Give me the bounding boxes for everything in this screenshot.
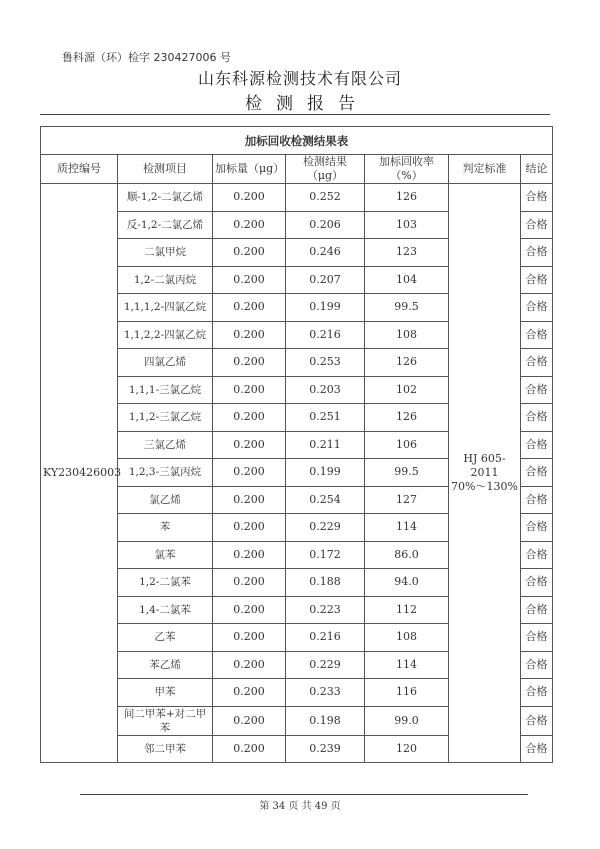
recovery-rate: 99.0 — [365, 706, 449, 735]
col-header-standard: 判定标准 — [449, 155, 521, 184]
recovery-rate: 99.5 — [365, 459, 449, 487]
detected-result: 0.199 — [286, 294, 365, 322]
col-header-recovery: 加标回收率（%） — [365, 155, 449, 184]
criteria-range: 70%～130% — [451, 480, 518, 493]
added-amount: 0.200 — [213, 404, 286, 432]
item-name: 乙苯 — [118, 624, 213, 652]
detected-result: 0.207 — [286, 266, 365, 294]
added-amount: 0.200 — [213, 211, 286, 239]
footer-divider — [80, 794, 528, 795]
detected-result: 0.198 — [286, 706, 365, 735]
detected-result: 0.216 — [286, 321, 365, 349]
added-amount: 0.200 — [213, 459, 286, 487]
recovery-rate: 120 — [365, 735, 449, 763]
conclusion: 合格 — [521, 486, 553, 514]
criteria-cell — [449, 184, 521, 763]
conclusion: 合格 — [521, 404, 553, 432]
item-name: 氯乙烯 — [118, 486, 213, 514]
recovery-rate: 108 — [365, 624, 449, 652]
conclusion: 合格 — [521, 294, 553, 322]
col-header-conclusion: 结论 — [521, 155, 553, 184]
recovery-rate: 126 — [365, 184, 449, 212]
detected-result: 0.239 — [286, 735, 365, 763]
recovery-rate: 94.0 — [365, 569, 449, 597]
conclusion: 合格 — [521, 266, 553, 294]
item-name: 1,2-二氯丙烷 — [118, 266, 213, 294]
item-name: 邻二甲苯 — [118, 735, 213, 763]
page-number: 第 34 页 共 49 页 — [259, 801, 341, 812]
conclusion: 合格 — [521, 349, 553, 377]
conclusion: 合格 — [521, 706, 553, 735]
conclusion: 合格 — [521, 514, 553, 542]
table-title: 加标回收检测结果表 — [41, 127, 553, 155]
item-name: 1,1,1,2-四氯乙烷 — [118, 294, 213, 322]
criteria-method: HJ 605-2011 — [463, 452, 506, 479]
conclusion: 合格 — [521, 184, 553, 212]
item-name: 反-1,2-二氯乙烯 — [118, 211, 213, 239]
item-name: 顺-1,2-二氯乙烯 — [118, 184, 213, 212]
detected-result: 0.223 — [286, 596, 365, 624]
detected-result: 0.203 — [286, 376, 365, 404]
table-header-row — [41, 155, 553, 184]
recovery-rate: 123 — [365, 239, 449, 267]
added-amount: 0.200 — [213, 569, 286, 597]
added-amount: 0.200 — [213, 706, 286, 735]
added-amount: 0.200 — [213, 514, 286, 542]
conclusion: 合格 — [521, 569, 553, 597]
detected-result: 0.253 — [286, 349, 365, 377]
added-amount: 0.200 — [213, 184, 286, 212]
spike-recovery-table — [40, 126, 553, 763]
item-name: 二氯甲烷 — [118, 239, 213, 267]
added-amount: 0.200 — [213, 376, 286, 404]
detected-result: 0.233 — [286, 679, 365, 707]
conclusion: 合格 — [521, 596, 553, 624]
added-amount: 0.200 — [213, 624, 286, 652]
added-amount: 0.200 — [213, 651, 286, 679]
added-amount: 0.200 — [213, 596, 286, 624]
item-name: 氯苯 — [118, 541, 213, 569]
item-name: 甲苯 — [118, 679, 213, 707]
col-header-added: 加标量（μg） — [213, 155, 286, 184]
header-divider — [40, 114, 550, 115]
detected-result: 0.246 — [286, 239, 365, 267]
item-name: 1,1,1-三氯乙烷 — [118, 376, 213, 404]
qc-sample-id: KY230426003 — [41, 184, 118, 763]
col-header-result: 检测结果（μg） — [286, 155, 365, 184]
detected-result: 0.251 — [286, 404, 365, 432]
item-name: 1,2,3-三氯丙烷 — [118, 459, 213, 487]
table-row — [41, 184, 553, 212]
item-name: 四氯乙烯 — [118, 349, 213, 377]
detected-result: 0.206 — [286, 211, 365, 239]
detected-result: 0.254 — [286, 486, 365, 514]
conclusion: 合格 — [521, 679, 553, 707]
conclusion: 合格 — [521, 735, 553, 763]
recovery-rate: 116 — [365, 679, 449, 707]
added-amount: 0.200 — [213, 431, 286, 459]
conclusion: 合格 — [521, 541, 553, 569]
col-header-item: 检测项目 — [118, 155, 213, 184]
added-amount: 0.200 — [213, 679, 286, 707]
recovery-rate: 86.0 — [365, 541, 449, 569]
col-header-qc-id: 质控编号 — [41, 155, 118, 184]
conclusion: 合格 — [521, 376, 553, 404]
recovery-rate: 106 — [365, 431, 449, 459]
conclusion: 合格 — [521, 211, 553, 239]
detected-result: 0.199 — [286, 459, 365, 487]
recovery-rate: 114 — [365, 651, 449, 679]
recovery-rate: 126 — [365, 349, 449, 377]
item-name: 间二甲苯+对二甲苯 — [118, 706, 213, 735]
recovery-rate: 114 — [365, 514, 449, 542]
detected-result: 0.188 — [286, 569, 365, 597]
report-number: 鲁科源（环）检字 230427006 号 — [62, 51, 231, 64]
detected-result: 0.172 — [286, 541, 365, 569]
added-amount: 0.200 — [213, 239, 286, 267]
detected-result: 0.252 — [286, 184, 365, 212]
report-title: 检测报告 — [245, 94, 369, 114]
recovery-rate: 99.5 — [365, 294, 449, 322]
recovery-rate: 126 — [365, 404, 449, 432]
detected-result: 0.229 — [286, 651, 365, 679]
conclusion: 合格 — [521, 321, 553, 349]
item-name: 1,1,2,2-四氯乙烷 — [118, 321, 213, 349]
detected-result: 0.229 — [286, 514, 365, 542]
item-name: 三氯乙烯 — [118, 431, 213, 459]
company-name: 山东科源检测技术有限公司 — [197, 69, 402, 88]
conclusion: 合格 — [521, 624, 553, 652]
detected-result: 0.216 — [286, 624, 365, 652]
item-name: 1,4-二氯苯 — [118, 596, 213, 624]
conclusion: 合格 — [521, 651, 553, 679]
added-amount: 0.200 — [213, 541, 286, 569]
recovery-rate: 108 — [365, 321, 449, 349]
recovery-rate: 104 — [365, 266, 449, 294]
added-amount: 0.200 — [213, 486, 286, 514]
conclusion: 合格 — [521, 239, 553, 267]
item-name: 1,1,2-三氯乙烷 — [118, 404, 213, 432]
conclusion: 合格 — [521, 459, 553, 487]
recovery-rate: 102 — [365, 376, 449, 404]
added-amount: 0.200 — [213, 735, 286, 763]
added-amount: 0.200 — [213, 266, 286, 294]
added-amount: 0.200 — [213, 349, 286, 377]
detected-result: 0.211 — [286, 431, 365, 459]
recovery-rate: 127 — [365, 486, 449, 514]
item-name: 苯 — [118, 514, 213, 542]
added-amount: 0.200 — [213, 321, 286, 349]
conclusion: 合格 — [521, 431, 553, 459]
item-name: 1,2-二氯苯 — [118, 569, 213, 597]
recovery-rate: 112 — [365, 596, 449, 624]
added-amount: 0.200 — [213, 294, 286, 322]
recovery-rate: 103 — [365, 211, 449, 239]
item-name: 苯乙烯 — [118, 651, 213, 679]
